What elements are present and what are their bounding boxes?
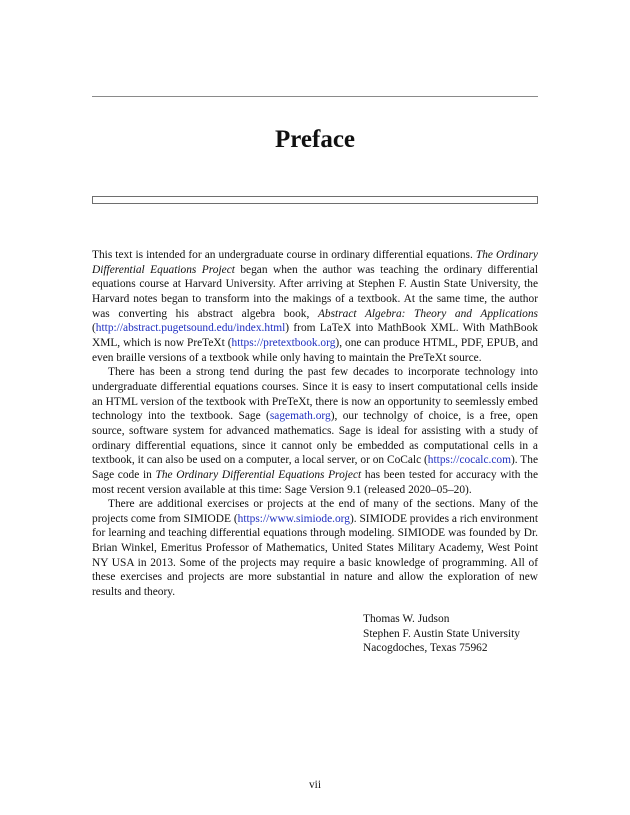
link-simiode[interactable]: https://www.simiode.org (237, 512, 350, 525)
header-rule (92, 96, 538, 97)
link-pretext[interactable]: https://pretextbook.org (231, 336, 336, 349)
book-title-emphasis: The Ordinary Differential Equations Project (92, 249, 538, 276)
preface-body (92, 248, 538, 600)
paragraph-2 (92, 365, 538, 497)
algebra-book-title-emphasis: Abstract Algebra: Theory and Applications (317, 307, 538, 320)
link-abstract-algebra[interactable]: http://abstract.pugetsound.edu/index.html (95, 322, 286, 335)
link-cocalc[interactable]: https://cocalc.com (427, 454, 511, 467)
paragraph-1-text: This text is intended for an undergraduate course in ordinary differential equations. (92, 249, 476, 261)
author-signature (363, 612, 520, 656)
book-title-emphasis: The Ordinary Differential Equations Project (155, 468, 362, 481)
author-affiliation: Stephen F. Austin State University (363, 627, 520, 640)
link-sagemath[interactable]: sagemath.org (269, 410, 331, 423)
author-name: Thomas W. Judson (363, 613, 450, 625)
paragraph-1-text: ) from LaTeX into MathBook XML. With MathBook XML, which is now PreTeXt ( (92, 322, 538, 349)
page-title: Preface (274, 126, 356, 153)
paragraph-3-text: ). SIMIODE provides a rich environment for learning and teaching differential equations through modeling. SIMIODE was founded by Dr. Brian Winkel, Emeritus Professor of Mathematics, United States Military Academy, West Point NY USA in 2013. Some of the projects may require a basic knowledge of programming. All of these exercises and projects are more substantial in nature and allow the exploration of new results and theory. (92, 512, 538, 599)
title-underline-box (92, 196, 538, 204)
paragraph-2-text: There has been a strong tend during the past few decades to incorporate technology into undergraduate differential equations courses. Since it is easy to insert computational cells inside an HTML version of the textbook with PreTeXt, there is now an opportunity to seemlessly embed technology into the textbook. Sage ( (92, 366, 538, 423)
author-location: Nacogdoches, Texas 75962 (363, 642, 488, 655)
paragraph-2-text: ), our technolgy of choice, is a free, open source, software system for advanced mathematics. Sage is ideal for assisting with a study of ordinary differential equations, since it cannot only be embedded as computational cells in a textbook, it can also be used on a computer, a local server, or on CoCalc ( (92, 410, 538, 467)
paragraph-2-text: ). The Sage code in (92, 454, 539, 481)
paragraph-1-text: ), one can produce HTML, PDF, EPUB, and even braille versions of a textbook while only having to maintain the PreTeXt source. (92, 336, 538, 364)
paragraph-1 (92, 248, 538, 365)
page-number: vii (308, 779, 322, 791)
paragraph-1-text: ( (92, 322, 96, 335)
paragraph-2-text: has been tested for accuracy with the most recent version available at this time: Sage Version 9.1 (released 2020–05–20). (92, 468, 538, 496)
paragraph-3-text: There are additional exercises or projects at the end of many of the sections. Many of the projects come from SIMIODE ( (92, 498, 538, 525)
paragraph-1-text: began when the author was teaching the ordinary differential equations course at Harvard University. After arriving at Stephen F. Austin State University, the Harvard notes began to transform into the makings of a textbook. At the same time, the author was converting his abstract algebra book, (92, 263, 538, 320)
paragraph-3 (92, 497, 538, 600)
